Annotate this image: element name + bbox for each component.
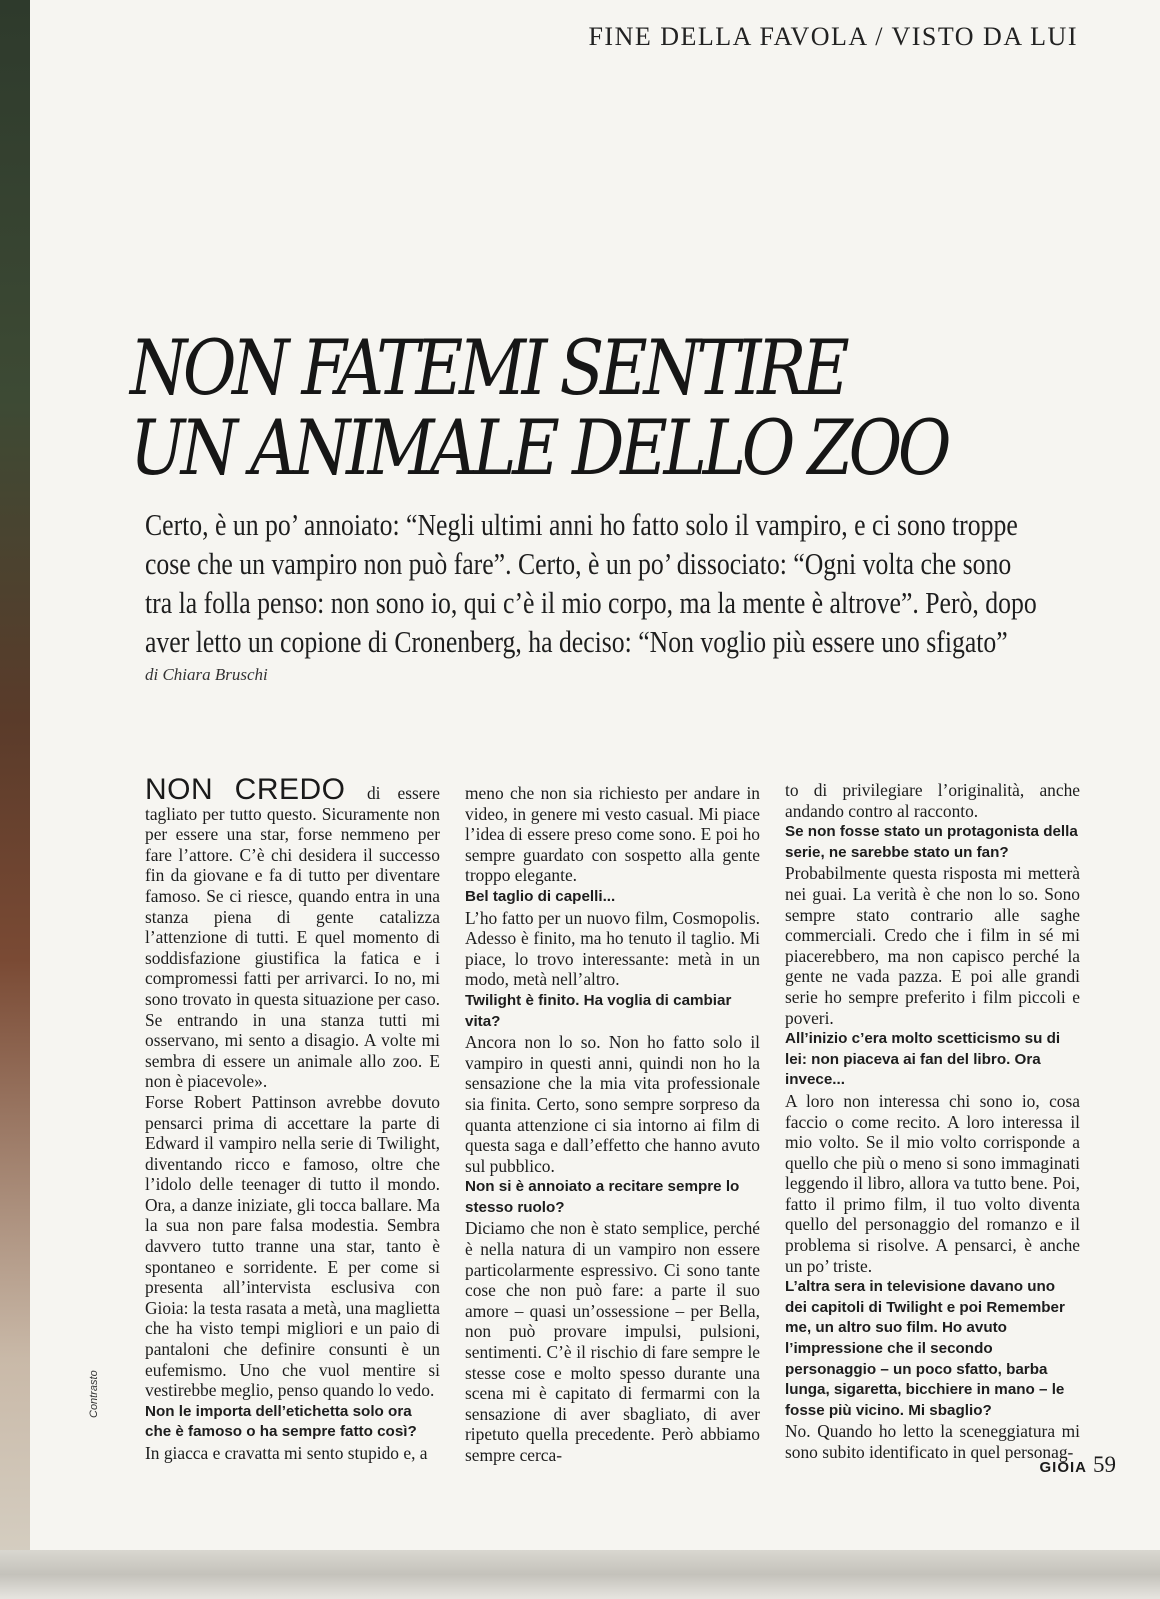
- photo-credit: Contrasto: [88, 1370, 100, 1418]
- paragraph-text: Ancora non lo so. Non ho fatto solo il vampiro in questi anni, quindi non ho la sensazione che la mia vita professionale sia finita. Certo, sono sempre sorpreso da quanta attenzione ci sia intorno ai film di questa saga e dall’effetto che hanno avuto sul pubblico.: [465, 1032, 760, 1176]
- byline: di Chiara Bruschi: [145, 665, 268, 684]
- adjacent-page-edge: [0, 0, 30, 1599]
- paragraph-text: Non si è annoiato a recitare sempre lo stesso ruolo?: [465, 1178, 740, 1216]
- body-paragraph: [465, 908, 760, 990]
- paragraph-text: Forse Robert Pattinson avrebbe dovuto pensarci prima di accettare la parte di Edward il vampiro nella serie di Twilight, diventando ricco e famoso, oltre che l’idolo delle teenager di tutto il mondo. Ora, a danze iniziate, gli tocca ballare. Ma la sua non pare falsa modestia. Sembra davvero tutto tranne una star, tanto è spontaneo e sorridente. E per come si presenta all’intervista esclusiva con Gioia: la testa rasata a metà, una maglietta che ha visto tempi migliori e un paio di pantaloni che definire consunti è un eufemismo. Uno che vuol mentire si vestirebbe meglio, penso quando lo vedo.: [145, 1091, 440, 1401]
- paragraph-text: A loro non interessa chi sono io, cosa faccio o come recito. A loro interessa il mio volto. Se il mio volto corrisponde a quello che più o meno si sono immaginati leggendo il libro, allora va tutto bene. Poi, fatto il primo film, il tuo volto diventa quello del personaggio del romanzo e il problema si risolve. A pensarci, è anche un po’ triste.: [785, 1090, 1080, 1276]
- paragraph-text: meno che non sia richiesto per andare in video, in genere mi vesto casual. Mi piace l’idea di essere preso come sono. E poi ho sempre guardato con sospetto alla gente troppo elegante.: [465, 783, 760, 886]
- paragraph-text: L’ho fatto per un nuovo film, Cosmopolis. Adesso è finito, ma ho tenuto il taglio. Mi piace, lo trovo interessante: metà in un modo, metà nell’altro.: [465, 907, 760, 990]
- paragraph-text: Twilight è finito. Ha voglia di cambiar vita?: [465, 991, 732, 1030]
- body-paragraph: [465, 783, 760, 886]
- paragraph-text: Diciamo che non è stato semplice, perché è nella natura di un vampiro non essere particolarmente espressivo. Ci sono tante cose che non può fare: a parte il suo amore – quasi un’ossessione – per Bella, non può provare impulsi, pulsioni, sentimenti. C’è il rischio di fare sempre le stesse cose e molto spesso durante una scena mi è capitato di fermarmi con la sensazione di aver sbagliato, di aver ripetuto quella precedente. Però abbiamo sempre cerca-: [465, 1218, 760, 1465]
- headline: [130, 323, 948, 492]
- page-footer: [1039, 1452, 1116, 1478]
- body-paragraph: [465, 1218, 760, 1465]
- paragraph-text: Se non fosse stato un protagonista della serie, ne sarebbe stato un fan?: [785, 823, 1078, 861]
- body-paragraph: [785, 1421, 1080, 1462]
- show-through-text-left: [610, 125, 770, 345]
- body-paragraph: [465, 1032, 760, 1176]
- standfirst-line: tra la folla penso: non sono io, qui c’è il mio corpo, ma la mente è altrove”. Però, dopo: [145, 585, 1037, 620]
- headline-line: NON FATEMI SENTIRE: [130, 323, 846, 412]
- paragraph-text: Probabilmente questa risposta mi metterà nei guai. La verità è che non lo so. Sono sempre stato contrario alle saghe commerciali. Credo che i film in sé mi piacerebbero, ma non capisco perché la gente ne vada pazza. E poi alle grandi serie ho sempre preferito i film piccoli e poveri.: [785, 863, 1080, 1028]
- body-paragraph: [145, 1443, 440, 1464]
- paragraph-text: In giacca e cravatta mi sento stupido e, a: [145, 1443, 428, 1463]
- paragraph-text: to di privilegiare l’originalità, anche andando contro al racconto.: [785, 780, 1080, 821]
- article-column-3: [785, 780, 1080, 1463]
- paragraph-text: di essere tagliato per tutto questo. Sicuramente non per essere una star, forse nemmeno per fare l’attore. C’è chi desidera il successo fin da giovane e fa di tutto per diventare famoso. Se ci riesce, quando entra in una stanza piena di gente catalizza l’attenzione di tutti. E quel momento di soddisfazione giustifica la fatica e i compromessi fatti per arrivarci. Io no, mi sono trovato in questa situazione per caso. Se entrando in una stanza tutti mi osservano, mi sento a disagio. A volte mi sembra di essere un animale allo zoo. E non è piacevole».: [145, 783, 440, 1092]
- standfirst-line: aver letto un copione di Cronenberg, ha deciso: “Non voglio più essere uno sfigato”: [145, 624, 1008, 659]
- article-column-1: [145, 773, 440, 1464]
- body-paragraph: [785, 863, 1080, 1028]
- standfirst-line: Certo, è un po’ annoiato: “Negli ultimi anni ho fatto solo il vampiro, e ci sono troppe: [145, 507, 1018, 542]
- interview-question: [785, 1277, 1080, 1421]
- paragraph-text: All’inizio c’era molto scetticismo su di lei: non piaceva ai fan del libro. Ora invece...: [785, 1030, 1061, 1089]
- interview-question: [785, 1029, 1080, 1091]
- paragraph-text: Bel taglio di capelli...: [465, 887, 616, 905]
- interview-question: [465, 887, 760, 908]
- page-number: 59: [1093, 1452, 1116, 1477]
- body-paragraph: [145, 773, 440, 1092]
- article-column-2: [465, 783, 760, 1466]
- paragraph-text: Non le importa dell’etichetta solo ora che è famoso o ha sempre fatto così?: [145, 1402, 417, 1441]
- headline-line: UN ANIMALE DELLO ZOO: [130, 403, 948, 492]
- scanner-bottom-edge: [0, 1550, 1160, 1599]
- body-paragraph: [785, 1091, 1080, 1276]
- body-paragraph: [785, 780, 1080, 821]
- standfirst: [145, 505, 1083, 661]
- interview-question: [465, 991, 760, 1032]
- section-header: FINE DELLA FAVOLA / VISTO DA LUI: [588, 22, 1078, 51]
- drop-words: NON CREDO: [145, 773, 367, 806]
- magazine-name: GIOIA: [1039, 1459, 1087, 1476]
- paragraph-text: No. Quando ho letto la sceneggiatura mi sono subito identificato in quel personag-: [785, 1421, 1080, 1462]
- interview-question: [465, 1177, 760, 1218]
- interview-question: [145, 1402, 440, 1443]
- interview-question: [785, 822, 1080, 863]
- paragraph-text: L’altra sera in televisione davano uno dei capitoli di Twilight e poi Remember me, un altro suo film. Ho avuto l’impressione che il secondo personaggio – un poco sfatto, barba lunga, sigaretta, bicchiere in mano – le fosse più vicino. Mi sbaglio?: [785, 1278, 1065, 1419]
- body-paragraph: [145, 1092, 440, 1401]
- standfirst-line: cose che un vampiro non può fare”. Certo, è un po’ dissociato: “Ogni volta che sono: [145, 546, 1012, 581]
